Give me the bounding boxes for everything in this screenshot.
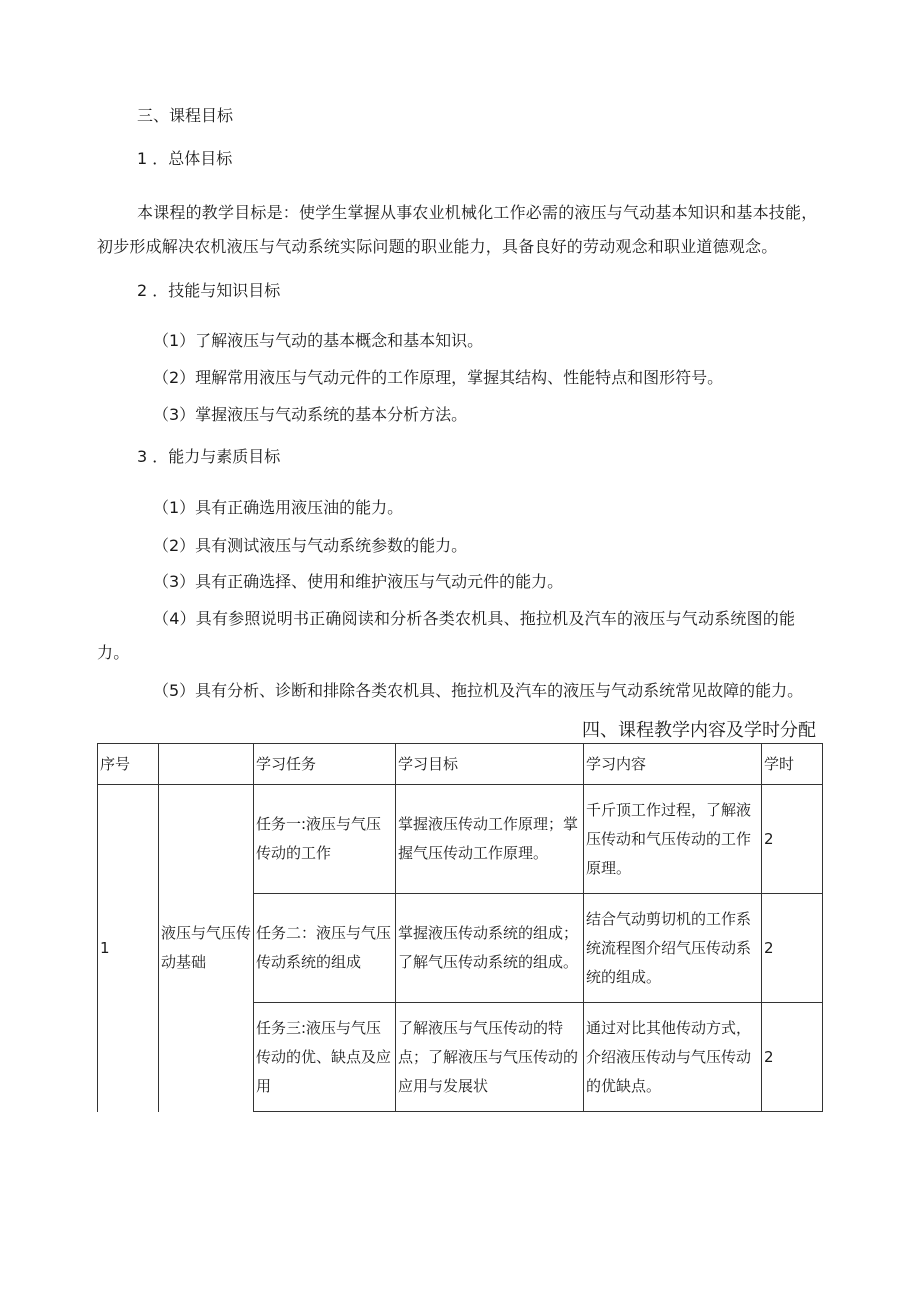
- table-header-row: [98, 744, 823, 785]
- header-content: 学习内容: [584, 744, 762, 785]
- content-cell: 千斤顶工作过程，了解液压传动和气压传动的工作原理。: [584, 785, 762, 894]
- hours-cell: 2: [762, 894, 823, 1003]
- ability-item: （2）具有测试液压与气动系统参数的能力。: [153, 536, 468, 555]
- skill-item: （3）掌握液压与气动系统的基本分析方法。: [153, 405, 468, 424]
- course-content-table: [97, 743, 823, 1112]
- task-cell: 任务一:液压与气压传动的工作: [254, 785, 396, 894]
- content-cell: 通过对比其他传动方式，介绍液压传动与气压传动的优缺点。: [584, 1003, 762, 1112]
- header-module: [159, 744, 254, 785]
- header-number: 序号: [98, 744, 159, 785]
- skill-item: （2）理解常用液压与气动元件的工作原理，掌握其结构、性能特点和图形符号。: [153, 368, 724, 387]
- overall-goal-subheading: 1 ．总体目标: [137, 149, 233, 168]
- header-hours: 学时: [762, 744, 823, 785]
- task-cell: 任务二：液压与气压传动系统的组成: [254, 894, 396, 1003]
- overall-goal-paragraph: 本课程的教学目标是：使学生掌握从事农业机械化工作必需的液压与气动基本知识和基本技能，初步形成解决农机液压与气动系统实际问题的职业能力，具备良好的劳动观念和职业道德观念。: [97, 203, 818, 256]
- header-goal: 学习目标: [396, 744, 584, 785]
- hours-cell: 2: [762, 785, 823, 894]
- header-task: 学习任务: [254, 744, 396, 785]
- row-number: 1: [98, 785, 159, 1112]
- skill-item: （1）了解液压与气动的基本概念和基本知识。: [153, 331, 484, 350]
- ability-goal-subheading: 3 ．能力与素质目标: [137, 447, 281, 466]
- table-row: [98, 785, 823, 894]
- section4-heading: 四、课程教学内容及学时分配: [582, 720, 816, 741]
- goal-cell: 掌握液压传动系统的组成；了解气压传动系统的组成。: [396, 894, 584, 1003]
- ability-item: （5）具有分析、诊断和排除各类农机具、拖拉机及汽车的液压与气动系统常见故障的能力。: [153, 681, 804, 700]
- ability-item: （1）具有正确选用液压油的能力。: [153, 498, 404, 517]
- row-module: 液压与气压传动基础: [159, 785, 254, 1112]
- skill-goal-subheading: 2 ．技能与知识目标: [137, 281, 281, 300]
- content-cell: 结合气动剪切机的工作系统流程图介绍气压传动系统的组成。: [584, 894, 762, 1003]
- goal-cell: 了解液压与气压传动的特点；了解液压与气压传动的应用与发展状: [396, 1003, 584, 1112]
- ability-item: （4）具有参照说明书正确阅读和分析各类农机具、拖拉机及汽车的液压与气动系统图的能力。: [97, 609, 796, 662]
- goal-cell: 掌握液压传动工作原理；掌握气压传动工作原理。: [396, 785, 584, 894]
- section3-heading: 三、课程目标: [137, 106, 234, 125]
- ability-item: （3）具有正确选择、使用和维护液压与气动元件的能力。: [153, 572, 564, 591]
- task-cell: 任务三:液压与气压传动的优、缺点及应用: [254, 1003, 396, 1112]
- hours-cell: 2: [762, 1003, 823, 1112]
